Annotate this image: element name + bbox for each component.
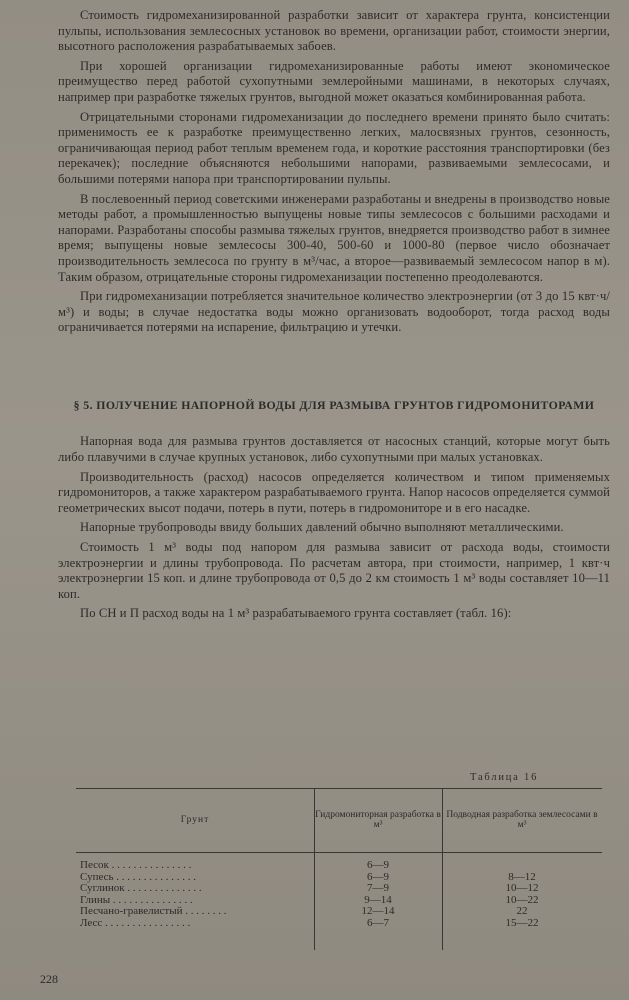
- paragraph: При хорошей организации гидромеханизированные работы имеют экономическое преимущество перед работой сухопутными землеройными машинами, в некоторых случаях, например при разработке тяжелых грунтов, выгодной может оказаться комбинированная работа.: [58, 58, 610, 104]
- paragraph: Отрицательными сторонами гидромеханизации до последнего времени принято было считать: применимость ее к разработке преимущественно легких, малосвязных грунтов, сезонность, ограничивающая период работ теплым временем года, и короткие расстояния транспортировки (без перекачек); последние объясняются небольшими напорами, развиваемыми землесосами, и большими потерями напора при транспортировании пульпы.: [58, 109, 610, 186]
- underwater-value: 8—12: [508, 870, 536, 883]
- soil-name: Супесь . . . . . . . . . . . . . . .: [80, 871, 197, 883]
- paragraph: В послевоенный период советскими инженерами разработаны и внедрены в производство новые методы работ, а промышленностью выпущены новые типы землесосов с большими расходами и напорами. Разработаны способы размыва тяжелых грунтов, внедряется производство работ в зимнее время; выпущены новые землесосы 300-40, 500-60 и 1000-80 (первое число обозначает производительность землесоса по грунту в м³/час, а второе—развиваемый землесосом напор в м). Таким образом, отрицательные стороны гидромеханизации постепенно преодолеваются.: [58, 191, 610, 284]
- section-heading: § 5. ПОЛУЧЕНИЕ НАПОРНОЙ ВОДЫ ДЛЯ РАЗМЫВА ГРУНТОВ ГИДРОМОНИТОРАМИ: [73, 397, 595, 412]
- page-text: [58, 8, 610, 626]
- table-row: [76, 918, 602, 930]
- water-consumption-table: [76, 788, 602, 958]
- table-label: Таблица 16: [470, 772, 539, 783]
- paragraph: Производительность (расход) насосов определяется количеством и типом применяемых гидромониторов, а также характером разрабатываемого грунта. Напор насосов определяется суммой геометрических высот подачи, потерь в пути, потерь в гидромониторе и в его насадке.: [58, 469, 610, 515]
- table-header-rule: [76, 852, 602, 853]
- table-header-hydromonitor: Гидромониторная разработка в м³: [315, 809, 441, 830]
- page-number: 228: [40, 972, 58, 986]
- hydromonitor-value: 12—14: [361, 905, 395, 918]
- hydromonitor-value: 6—9: [367, 870, 389, 883]
- paragraph: Напорные трубопроводы ввиду больших давлений обычно выполняют металлическими.: [80, 520, 564, 535]
- table-header-soil: Грунт: [180, 814, 210, 825]
- hydromonitor-value: 6—9: [367, 859, 389, 871]
- hydromonitor-value: 6—7: [367, 916, 389, 929]
- table-row: [76, 860, 602, 872]
- paragraph: По СН и П расход воды на 1 м³ разрабатываемого грунта составляет (табл. 16):: [80, 606, 512, 621]
- soil-name: Суглинок . . . . . . . . . . . . . .: [80, 883, 202, 895]
- paragraph: Напорная вода для размыва грунтов доставляется от насосных станций, которые могут быть либо плавучими в случае крупных установок, либо сухопутными при малых установках.: [58, 434, 610, 464]
- soil-name: Песчано-гравелистый . . . . . . . .: [80, 906, 227, 918]
- soil-name: Песок . . . . . . . . . . . . . . .: [80, 860, 192, 871]
- hydromonitor-value: 9—14: [364, 893, 392, 906]
- underwater-value: 22: [516, 905, 528, 918]
- table-body: [76, 860, 602, 930]
- underwater-value: 10—22: [505, 893, 539, 906]
- underwater-value: 10—12: [505, 882, 539, 895]
- table-header-underwater: Подводная разработка землесосами в м³: [446, 809, 598, 830]
- paragraph: При гидромеханизации потребляется значительное количество электроэнергии (от 3 до 15 квт·ч/м³) и воды; в случае недостатка воды можно организовать водооборот, тогда расход воды ограничивается потерями на испарение, фильтрацию и утечки.: [58, 289, 610, 335]
- hydromonitor-value: 7—9: [367, 882, 389, 895]
- underwater-value: 15—22: [505, 916, 539, 929]
- soil-name: Лесс . . . . . . . . . . . . . . . .: [80, 917, 191, 929]
- paragraph: Стоимость гидромеханизированной разработки зависит от характера грунта, консистенции пульпы, использования землесосных установок во времени, организации работ, стоимости энергии, высотного расположения разрабатываемых забоев.: [58, 8, 610, 54]
- soil-name: Глины . . . . . . . . . . . . . . .: [80, 894, 193, 906]
- paragraph: Стоимость 1 м³ воды под напором для размыва зависит от расхода воды, стоимости электроэнергии и длины трубопровода. По расчетам автора, при стоимости, например, 1 квт·ч электроэнергии 15 коп. и длине трубопровода от 0,5 до 2 км стоимость 1 м³ воды составляет 10—11 коп.: [58, 539, 610, 601]
